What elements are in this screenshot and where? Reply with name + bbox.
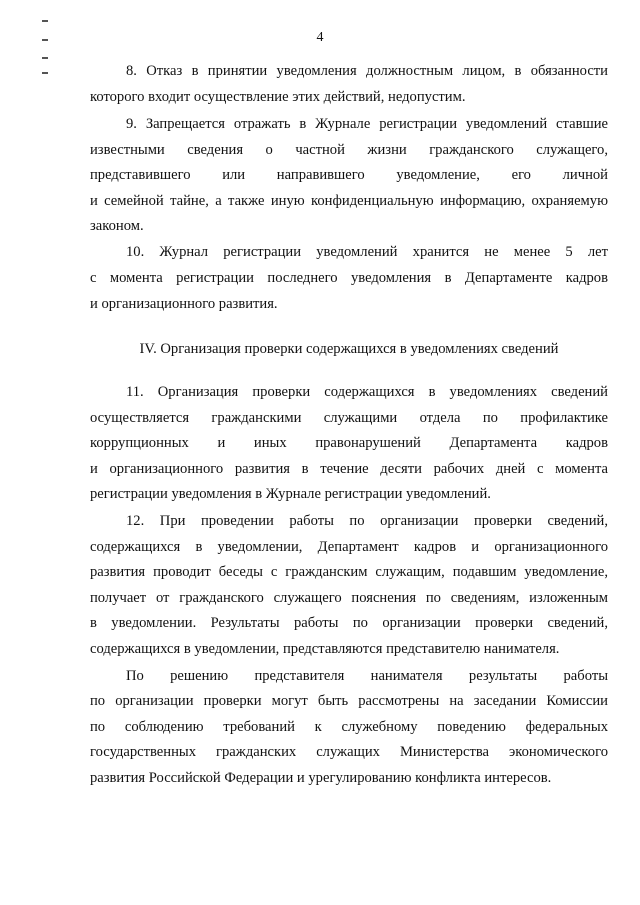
paragraph-9-line: 9. Запрещается отражать в Журнале регистрации уведомлений ставшие [126,116,608,132]
paragraph-9-line: представившего или направившего уведомление, его личной [90,167,608,183]
paragraph-13-line: развития Российской Федерации и урегулированию конфликта интересов. [90,770,552,786]
paragraph-10-line: и организационного развития. [90,296,278,312]
paragraph-12-line: развития проводит беседы с гражданским служащим, подавшим уведомление, [90,564,608,580]
paragraph-12-line: содержащихся в уведомлении, Департамент кадров и организационного [90,539,608,555]
paragraph-11-line: коррупционных и иных правонарушений Департамента кадров [90,435,608,451]
paragraph-12-line: в уведомлении. Результаты работы по организации проверки сведений, [90,615,608,631]
margin-mark [42,20,48,22]
paragraph-13-line: по организации проверки могут быть рассмотрены на заседании Комиссии [90,693,608,709]
paragraph-12-line: содержащихся в уведомлении, представляются представителю нанимателя. [90,641,560,657]
paragraph-9-line: известными сведения о частной жизни гражданского служащего, [90,142,608,158]
paragraph-8-line: 8. Отказ в принятии уведомления должностным лицом, в обязанности [126,63,608,79]
section-heading: IV. Организация проверки содержащихся в уведомлениях сведений [139,341,559,357]
paragraph-13-line: по соблюдению требований к служебному поведению федеральных [90,719,608,735]
paragraph-11-line: 11. Организация проверки содержащихся в уведомлениях сведений [126,384,608,400]
margin-mark [42,72,48,74]
paragraph-8-line: которого входит осуществление этих действий, недопустим. [90,89,466,105]
paragraph-12-line: получает от гражданского служащего пояснения по сведениям, изложенным [90,590,608,606]
paragraph-10-line: 10. Журнал регистрации уведомлений хранится не менее 5 лет [126,244,608,260]
paragraph-12-line: 12. При проведении работы по организации проверки сведений, [126,513,608,529]
paragraph-13-line: По решению представителя нанимателя результаты работы [126,668,608,684]
margin-mark [42,57,48,59]
paragraph-11-line: регистрации уведомления в Журнале регистрации уведомлений. [90,486,491,502]
paragraph-9-line: законом. [90,218,144,234]
paragraph-10-line: с момента регистрации последнего уведомления в Департаменте кадров [90,270,608,286]
page-number: 4 [316,30,324,45]
paragraph-11-line: осуществляется гражданскими служащими отдела по профилактике [90,410,608,426]
paragraph-11-line: и организационного развития в течение десяти рабочих дней с момента [90,461,608,477]
paragraph-9-line: и семейной тайне, а также иную конфиденциальную информацию, охраняемую [90,193,608,209]
paragraph-13-line: государственных гражданских служащих Министерства экономического [90,744,608,760]
